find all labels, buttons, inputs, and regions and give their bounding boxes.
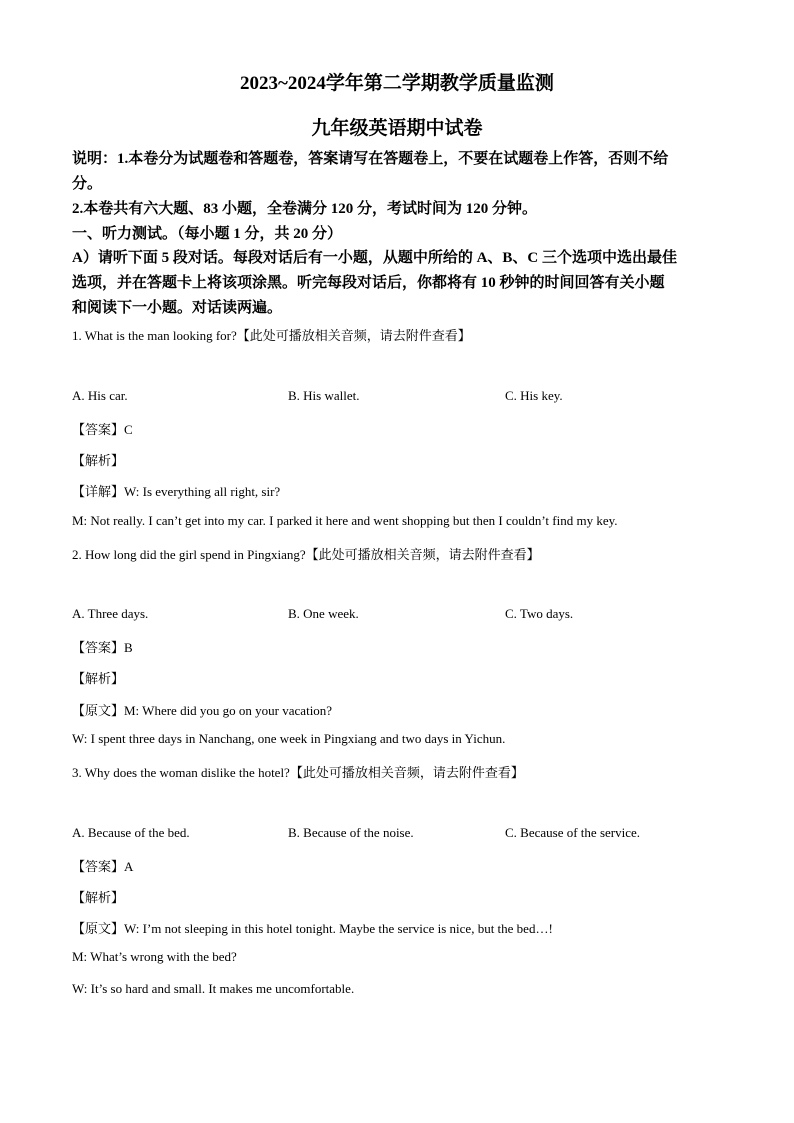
question-2-answer: 【答案】B bbox=[72, 640, 133, 655]
section-instructions-1: A）请听下面 5 段对话。每段对话后有一小题，从题中所给的 A、B、C 三个选项中选出最佳 bbox=[72, 250, 678, 266]
question-2-stem: 2. How long did the girl spend in Pingxiang?【此处可播放相关音频，请去附件查看】 bbox=[72, 547, 540, 562]
section-instructions-3: 和阅读下一小题。对话读两遍。 bbox=[72, 300, 283, 316]
question-1-answer: 【答案】C bbox=[72, 422, 133, 437]
question-1-option-c: C. His key. bbox=[505, 388, 563, 403]
question-1-transcript-2: M: Not really. I can’t get into my car. I parked it here and went shopping but then I couldn’t find my key. bbox=[72, 513, 618, 528]
question-2-option-a: A. Three days. bbox=[72, 606, 149, 621]
question-2-transcript-1: 【原文】M: Where did you go on your vacation? bbox=[72, 703, 333, 718]
section-instructions-2: 选项，并在答题卡上将该项涂黑。听完每段对话后，你都将有 10 秒钟的时间回答有关小题 bbox=[72, 275, 665, 291]
question-3-option-a: A. Because of the bed. bbox=[72, 825, 190, 840]
question-3-option-c: C. Because of the service. bbox=[505, 825, 641, 840]
question-3-transcript-2: M: What’s wrong with the bed? bbox=[72, 949, 237, 964]
question-3-option-b: B. Because of the noise. bbox=[288, 825, 414, 840]
question-3-answer: 【答案】A bbox=[72, 859, 134, 874]
question-2-transcript-2: W: I spent three days in Nanchang, one week in Pingxiang and two days in Yichun. bbox=[72, 731, 506, 746]
section-heading: 一、听力测试。（每小题 1 分，共 20 分） bbox=[72, 226, 343, 242]
question-2-analysis-label: 【解析】 bbox=[72, 671, 125, 686]
instructions-line-3: 2.本卷共有六大题、83 小题，全卷满分 120 分，考试时间为 120 分钟。 bbox=[72, 201, 538, 217]
question-1-option-b: B. His wallet. bbox=[288, 388, 360, 403]
exam-title: 2023~2024学年第二学期教学质量监测 bbox=[240, 73, 554, 94]
question-1-stem: 1. What is the man looking for?【此处可播放相关音频，请去附件查看】 bbox=[72, 328, 471, 343]
question-1-transcript-1: 【详解】W: Is everything all right, sir? bbox=[72, 484, 281, 499]
instructions-line-1: 说明：1.本卷分为试题卷和答题卷，答案请写在答题卷上，不要在试题卷上作答，否则不给 bbox=[72, 151, 669, 167]
instructions-line-2: 分。 bbox=[72, 176, 103, 192]
question-1-option-a: A. His car. bbox=[72, 388, 128, 403]
question-3-transcript-1: 【原文】W: I’m not sleeping in this hotel tonight. Maybe the service is nice, but the bed…! bbox=[72, 921, 553, 936]
question-2-option-c: C. Two days. bbox=[505, 606, 574, 621]
exam-subtitle: 九年级英语期中试卷 bbox=[311, 118, 483, 139]
question-3-stem: 3. Why does the woman dislike the hotel?【此处可播放相关音频，请去附件查看】 bbox=[72, 765, 524, 780]
question-1-analysis-label: 【解析】 bbox=[72, 453, 125, 468]
question-2-option-b: B. One week. bbox=[288, 606, 359, 621]
question-3-transcript-3: W: It’s so hard and small. It makes me uncomfortable. bbox=[72, 981, 355, 996]
question-3-analysis-label: 【解析】 bbox=[72, 890, 125, 905]
